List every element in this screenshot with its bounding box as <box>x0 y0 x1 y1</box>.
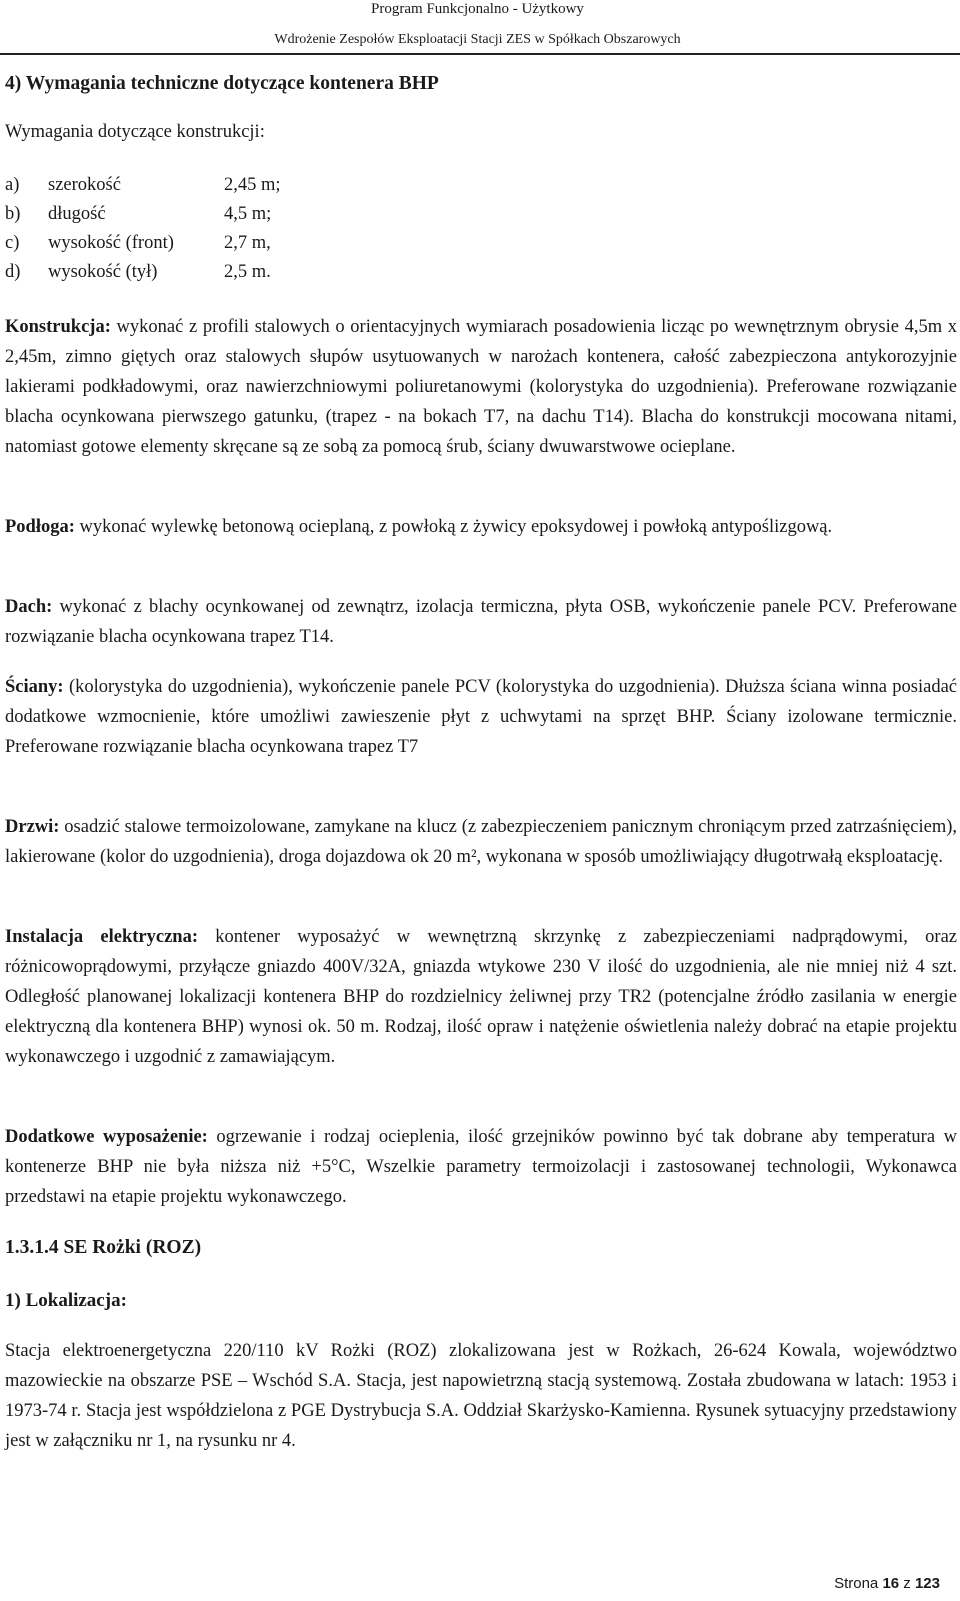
page-total: 123 <box>914 1575 940 1592</box>
paragraph-label: Dach: <box>5 597 53 617</box>
dimension-list <box>5 171 405 287</box>
paragraph-dach <box>5 592 957 652</box>
paragraph-text: osadzić stalowe termoizolowane, zamykane na klucz (z zabezpieczeniem panicznym chroniącym przed zatrzaśnięciem), lakierowane (kolor do uzgodnienia), droga dojazdowa ok 20 m², wykonana w sposób umożliwiający długotrwałą eksploatację. <box>5 817 957 867</box>
dimension-name: wysokość (front) <box>48 233 174 253</box>
dimension-name: szerokość <box>48 175 121 195</box>
paragraph-text: (kolorystyka do uzgodnienia), wykończenie panele PCV (kolorystyka do uzgodnienia). Dłuższa ściana winna posiadać dodatkowe wzmocnienie, które umożliwi zawieszenie płyt z uchwytami na sprzęt BHP. Ściany izolowane termicznie. Preferowane rozwiązanie blacha ocynkowana trapez T7 <box>5 677 957 757</box>
section-heading: 4) Wymagania techniczne dotyczące kontenera BHP <box>5 73 439 94</box>
dimension-item <box>5 200 405 229</box>
dimension-value: 2,7 m, <box>224 233 271 253</box>
dimension-mark: d) <box>5 262 21 282</box>
paragraph-label: Podłoga: <box>5 517 75 537</box>
header-divider <box>0 53 960 55</box>
paragraph-label: Ściany: <box>5 677 64 697</box>
dimension-mark: b) <box>5 204 21 224</box>
paragraph-instalacja-elektryczna <box>5 922 957 1072</box>
dimension-name: wysokość (tył) <box>48 262 158 282</box>
header-project-title: Wdrożenie Zespołów Eksploatacji Stacji ZES w Spółkach Obszarowych <box>274 32 681 47</box>
intro-text: Wymagania dotyczące konstrukcji: <box>5 122 265 142</box>
paragraph-podloga <box>5 512 957 542</box>
header-program-title: Program Funkcjonalno - Użytkowy <box>371 1 584 17</box>
location-heading: 1) Lokalizacja: <box>5 1290 127 1311</box>
page-current: 16 <box>882 1575 900 1592</box>
subsection-heading: 1.3.1.4 SE Rożki (ROZ) <box>5 1237 202 1258</box>
paragraph-text: ogrzewanie i rodzaj ocieplenia, ilość grzejników powinno być tak dobrane aby temperatura w kontenerze BHP nie była niższa niż +5°C, Wszelkie parametry termoizolacji i zastosowanej technologii, Wykonawca przedstawi na etapie projektu wykonawczego. <box>5 1127 957 1207</box>
dimension-value: 2,45 m; <box>224 175 281 195</box>
paragraph-label: Konstrukcja: <box>5 317 111 337</box>
dimension-name: długość <box>48 204 106 224</box>
dimension-item <box>5 229 405 258</box>
page-number <box>834 1575 940 1592</box>
dimension-value: 4,5 m; <box>224 204 272 224</box>
dimension-mark: a) <box>5 175 20 195</box>
dimension-value: 2,5 m. <box>224 262 271 282</box>
paragraph-dodatkowe-wyposazenie <box>5 1122 957 1212</box>
location-paragraph: Stacja elektroenergetyczna 220/110 kV Rożki (ROZ) zlokalizowana jest w Rożkach, 26-624 Kowala, województwo mazowieckie na obszarze PSE – Wschód S.A. Stacja, jest napowietrzną stacją systemową. Została zbudowana w latach: 1953 i 1973-74 r. Stacja jest współdzielona z PGE Dystrybucja S.A. Oddział Skarżysko-Kamienna. Rysunek sytuacyjny przedstawiony jest w załączniku nr 1, na rysunku nr 4. <box>5 1341 957 1451</box>
dimension-mark: c) <box>5 233 20 253</box>
paragraph-label: Instalacja elektryczna: <box>5 927 198 947</box>
paragraph-text: wykonać z profili stalowych o orientacyjnych wymiarach posadowienia licząc po wewnętrznym obrysie 4,5m x 2,45m, zimno giętych oraz stalowych słupów usytuowanych w narożach kontenera, całość zabezpieczona antykorozyjnie lakierami podkładowymi, oraz nawierzchniowymi poliuretanowymi (kolorystyka do uzgodnienia). Preferowane rozwiązanie blacha ocynkowana pierwszego gatunku, (trapez - na bokach T7, na dachu T14). Blacha do konstrukcji mocowana nitami, natomiast gotowe elementy skręcane są ze sobą za pomocą śrub, ściany dwuwarstwowe ocieplane. <box>5 317 957 457</box>
paragraph-text: wykonać wylewkę betonową ocieplaną, z powłoką z żywicy epoksydowej i powłoką antypoślizgową. <box>74 517 833 537</box>
paragraph-konstrukcja <box>5 312 957 462</box>
page-prefix: Strona <box>834 1575 879 1592</box>
paragraph-label: Dodatkowe wyposażenie: <box>5 1127 208 1147</box>
dimension-item <box>5 258 405 287</box>
paragraph-label: Drzwi: <box>5 817 60 837</box>
paragraph-text: kontener wyposażyć w wewnętrzną skrzynkę z zabezpieczeniami nadprądowymi, oraz różnicowoprądowymi, przyłącze gniazdo 400V/32A, gniazda wtykowe 230 V ilość do uzgodnienia, ale nie mniej niż 4 szt. Odległość planowanej lokalizacji kontenera BHP do rozdzielnicy żeliwnej przy TR2 (potencjalne źródło zasilania w energie elektryczną dla kontenera BHP) wynosi ok. 50 m. Rodzaj, ilość opraw i natężenie oświetlenia należy dobrać na etapie projektu wykonawczego i uzgodnić z zamawiającym. <box>5 927 957 1067</box>
page-separator: z <box>903 1575 911 1592</box>
paragraph-drzwi <box>5 812 957 872</box>
dimension-item <box>5 171 405 200</box>
paragraph-text: wykonać z blachy ocynkowanej od zewnątrz, izolacja termiczna, płyta OSB, wykończenie panele PCV. Preferowane rozwiązanie blacha ocynkowana trapez T14. <box>5 597 957 647</box>
paragraph-sciany <box>5 672 957 762</box>
